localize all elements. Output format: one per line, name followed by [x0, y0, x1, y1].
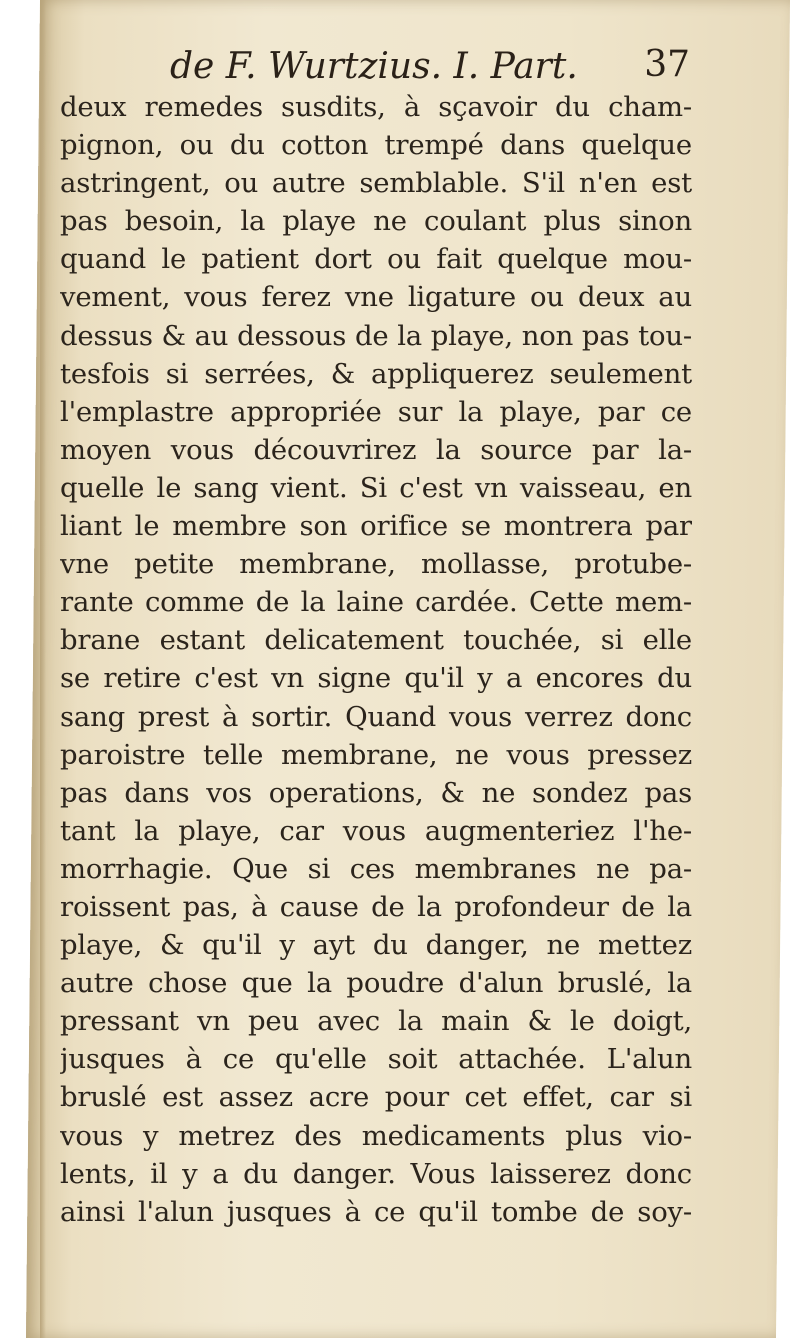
text-line: vement, vous ferez vne ligature ou deux au — [60, 281, 692, 314]
page-number: 37 — [644, 44, 690, 85]
text-line: vous y metrez des medicaments plus vio- — [60, 1119, 692, 1152]
text-line: jusques à ce qu'elle soit attachée. L'alun — [60, 1043, 692, 1076]
text-line: moyen vous découvrirez la source par la- — [60, 433, 692, 466]
text-line: se retire c'est vn signe qu'il y a encores du — [60, 662, 692, 695]
text-line: tesfois si serrées, & appliquerez seulement — [60, 357, 692, 390]
text-line: brane estant delicatement touchée, si elle — [60, 624, 692, 657]
text-line: pas besoin, la playe ne coulant plus sinon — [60, 205, 692, 238]
text-line: quelle le sang vient. Si c'est vn vaisseau, en — [60, 471, 692, 504]
text-line: playe, & qu'il y ayt du danger, ne mettez — [60, 929, 692, 962]
text-line: sang prest à sortir. Quand vous verrez donc — [60, 700, 692, 733]
text-line: pas dans vos operations, & ne sondez pas — [60, 776, 692, 809]
text-line: lents, il y a du danger. Vous laisserez donc — [60, 1157, 692, 1190]
body-text — [60, 88, 692, 1231]
text-line: pressant vn peu avec la main & le doigt, — [60, 1005, 692, 1038]
text-line: deux remedes susdits, à sçavoir du cham- — [60, 91, 692, 123]
text-line: autre chose que la poudre d'alun bruslé, la — [60, 967, 692, 1000]
text-line: rante comme de la laine cardée. Cette mem- — [60, 586, 692, 619]
text-line: ainsi l'alun jusques à ce qu'il tombe de soy- — [60, 1195, 692, 1228]
text-line: quand le patient dort ou fait quelque mou- — [60, 243, 692, 276]
running-title: de F. Wurtzius. I. Part. — [170, 46, 578, 87]
text-line: vne petite membrane, mollasse, protube- — [60, 548, 692, 581]
text-line: bruslé est assez acre pour cet effet, car si — [60, 1081, 692, 1114]
text-line: pignon, ou du cotton trempé dans quelque — [60, 129, 692, 162]
text-line: liant le membre son orifice se montrera par — [60, 510, 692, 543]
text-line: tant la playe, car vous augmenteriez l'he- — [60, 814, 692, 847]
page-gutter-shadow — [40, 0, 46, 1338]
text-line: paroistre telle membrane, ne vous pressez — [60, 738, 692, 771]
text-line: morrhagie. Que si ces membranes ne pa- — [60, 852, 692, 885]
text-line: roissent pas, à cause de la profondeur de la — [60, 890, 692, 923]
text-line: l'emplastre appropriée sur la playe, par ce — [60, 395, 692, 428]
text-line: dessus & au dessous de la playe, non pas tou- — [60, 319, 692, 352]
text-line: astringent, ou autre semblable. S'il n'en est — [60, 167, 692, 200]
